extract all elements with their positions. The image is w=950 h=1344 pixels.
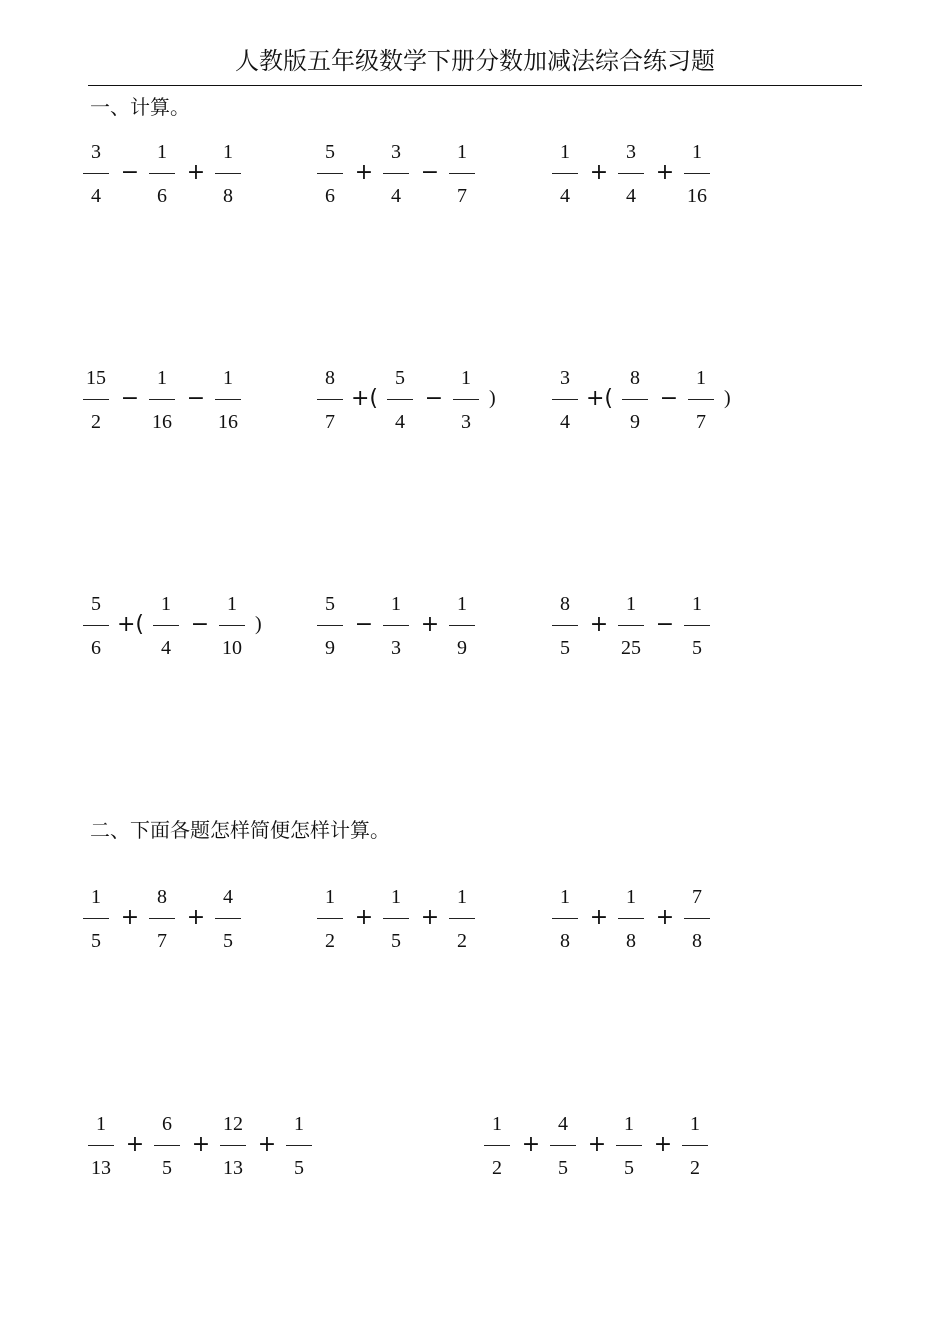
numerator: 12	[223, 1113, 243, 1135]
fraction-bar	[383, 173, 409, 174]
numerator: 1	[96, 1113, 106, 1135]
numerator: 1	[461, 367, 471, 389]
plus-sign: +	[354, 160, 374, 185]
fraction	[152, 1113, 182, 1183]
section-1-heading: 一、计算。	[90, 95, 190, 119]
fraction	[81, 593, 111, 663]
denominator: 3	[391, 637, 401, 659]
denominator: 2	[690, 1157, 700, 1179]
minus-sign: −	[186, 386, 206, 411]
fraction	[315, 141, 345, 211]
denominator: 9	[630, 411, 640, 433]
fraction-bar	[215, 918, 241, 919]
fraction-bar	[317, 399, 343, 400]
denominator: 7	[157, 930, 167, 952]
fraction-bar	[484, 1145, 510, 1146]
fraction	[151, 593, 181, 663]
plus-sign: +	[120, 905, 140, 930]
denominator: 5	[391, 930, 401, 952]
numerator: 5	[395, 367, 405, 389]
plus-open-paren: +(	[351, 386, 379, 411]
fraction	[550, 593, 580, 663]
fraction	[381, 886, 411, 956]
denominator: 6	[91, 637, 101, 659]
minus-sign: −	[655, 612, 675, 637]
minus-sign: −	[354, 612, 374, 637]
denominator: 9	[457, 637, 467, 659]
fraction-bar	[149, 918, 175, 919]
close-paren: )	[724, 387, 731, 409]
denominator: 5	[558, 1157, 568, 1179]
numerator: 1	[624, 1113, 634, 1135]
numerator: 1	[223, 141, 233, 163]
fraction	[451, 367, 481, 437]
numerator: 1	[161, 593, 171, 615]
minus-sign: −	[190, 612, 210, 637]
numerator: 3	[391, 141, 401, 163]
plus-sign: +	[186, 905, 206, 930]
denominator: 5	[692, 637, 702, 659]
section-2-heading: 二、下面各题怎样简便怎样计算。	[90, 818, 390, 842]
fraction-bar	[552, 625, 578, 626]
plus-open-paren: +(	[117, 612, 145, 637]
numerator: 1	[492, 1113, 502, 1135]
denominator: 10	[222, 637, 242, 659]
denominator: 7	[696, 411, 706, 433]
plus-sign: +	[589, 612, 609, 637]
fraction-bar	[622, 399, 648, 400]
fraction	[213, 141, 243, 211]
numerator: 1	[692, 141, 702, 163]
numerator: 1	[227, 593, 237, 615]
numerator: 5	[325, 141, 335, 163]
page-title: 人教版五年级数学下册分数加减法综合练习题	[235, 47, 715, 75]
fraction-bar	[83, 918, 109, 919]
plus-sign: +	[521, 1132, 541, 1157]
denominator: 4	[91, 185, 101, 207]
numerator: 1	[294, 1113, 304, 1135]
fraction	[548, 1113, 578, 1183]
fraction-bar	[83, 173, 109, 174]
numerator: 1	[223, 367, 233, 389]
plus-sign: +	[420, 905, 440, 930]
denominator: 7	[457, 185, 467, 207]
denominator: 25	[621, 637, 641, 659]
fraction	[86, 1113, 116, 1183]
fraction	[682, 141, 712, 211]
fraction-bar	[383, 918, 409, 919]
numerator: 1	[560, 141, 570, 163]
fraction-bar	[684, 173, 710, 174]
plus-sign: +	[655, 160, 675, 185]
fraction	[315, 593, 345, 663]
fraction	[81, 141, 111, 211]
denominator: 8	[223, 185, 233, 207]
numerator: 1	[560, 886, 570, 908]
fraction	[620, 367, 650, 437]
minus-sign: −	[120, 386, 140, 411]
plus-sign: +	[587, 1132, 607, 1157]
numerator: 4	[223, 886, 233, 908]
fraction-bar	[220, 1145, 246, 1146]
denominator: 2	[492, 1157, 502, 1179]
denominator: 8	[692, 930, 702, 952]
numerator: 1	[157, 367, 167, 389]
fraction	[686, 367, 716, 437]
fraction	[147, 141, 177, 211]
denominator: 4	[560, 411, 570, 433]
denominator: 5	[560, 637, 570, 659]
fraction-bar	[550, 1145, 576, 1146]
fraction-bar	[317, 625, 343, 626]
fraction-bar	[449, 625, 475, 626]
denominator: 16	[218, 411, 238, 433]
fraction	[550, 367, 580, 437]
fraction-bar	[449, 918, 475, 919]
numerator: 1	[692, 593, 702, 615]
denominator: 6	[157, 185, 167, 207]
denominator: 5	[162, 1157, 172, 1179]
denominator: 2	[91, 411, 101, 433]
fraction	[315, 367, 345, 437]
fraction	[616, 886, 646, 956]
close-paren: )	[255, 613, 262, 635]
plus-sign: +	[589, 905, 609, 930]
fraction	[284, 1113, 314, 1183]
numerator: 1	[325, 886, 335, 908]
numerator: 8	[157, 886, 167, 908]
fraction-bar	[618, 918, 644, 919]
minus-sign: −	[420, 160, 440, 185]
minus-sign: −	[424, 386, 444, 411]
fraction	[213, 886, 243, 956]
denominator: 13	[223, 1157, 243, 1179]
fraction-bar	[153, 625, 179, 626]
fraction	[550, 886, 580, 956]
fraction	[217, 593, 247, 663]
plus-sign: +	[354, 905, 374, 930]
denominator: 3	[461, 411, 471, 433]
fraction	[447, 141, 477, 211]
plus-sign: +	[420, 612, 440, 637]
denominator: 7	[325, 411, 335, 433]
minus-sign: −	[120, 160, 140, 185]
fraction-bar	[154, 1145, 180, 1146]
denominator: 13	[91, 1157, 111, 1179]
numerator: 8	[325, 367, 335, 389]
denominator: 2	[457, 930, 467, 952]
fraction	[482, 1113, 512, 1183]
fraction-bar	[618, 173, 644, 174]
numerator: 3	[91, 141, 101, 163]
fraction-bar	[317, 173, 343, 174]
fraction-bar	[688, 399, 714, 400]
denominator: 5	[223, 930, 233, 952]
fraction	[81, 886, 111, 956]
numerator: 1	[626, 886, 636, 908]
plus-sign: +	[186, 160, 206, 185]
denominator: 5	[91, 930, 101, 952]
numerator: 3	[560, 367, 570, 389]
numerator: 1	[696, 367, 706, 389]
fraction-bar	[616, 1145, 642, 1146]
denominator: 4	[560, 185, 570, 207]
title-underline	[88, 85, 862, 86]
numerator: 8	[630, 367, 640, 389]
fraction	[682, 886, 712, 956]
minus-sign: −	[659, 386, 679, 411]
fraction	[218, 1113, 248, 1183]
close-paren: )	[489, 387, 496, 409]
numerator: 1	[690, 1113, 700, 1135]
fraction-bar	[552, 918, 578, 919]
fraction-bar	[552, 399, 578, 400]
denominator: 5	[294, 1157, 304, 1179]
numerator: 3	[626, 141, 636, 163]
plus-sign: +	[191, 1132, 211, 1157]
numerator: 4	[558, 1113, 568, 1135]
denominator: 4	[395, 411, 405, 433]
numerator: 1	[391, 886, 401, 908]
numerator: 1	[157, 141, 167, 163]
fraction	[315, 886, 345, 956]
denominator: 6	[325, 185, 335, 207]
fraction-bar	[149, 173, 175, 174]
denominator: 4	[161, 637, 171, 659]
fraction-bar	[449, 173, 475, 174]
fraction	[447, 886, 477, 956]
fraction	[385, 367, 415, 437]
denominator: 8	[626, 930, 636, 952]
fraction	[616, 593, 646, 663]
fraction	[616, 141, 646, 211]
fraction	[213, 367, 243, 437]
fraction-bar	[682, 1145, 708, 1146]
fraction	[147, 886, 177, 956]
fraction-bar	[215, 173, 241, 174]
denominator: 16	[687, 185, 707, 207]
fraction-bar	[219, 625, 245, 626]
fraction-bar	[317, 918, 343, 919]
numerator: 1	[457, 593, 467, 615]
fraction-bar	[88, 1145, 114, 1146]
fraction	[381, 593, 411, 663]
fraction	[147, 367, 177, 437]
denominator: 2	[325, 930, 335, 952]
fraction-bar	[618, 625, 644, 626]
fraction	[680, 1113, 710, 1183]
numerator: 15	[86, 367, 106, 389]
numerator: 5	[91, 593, 101, 615]
fraction	[81, 367, 111, 437]
denominator: 4	[626, 185, 636, 207]
fraction-bar	[552, 173, 578, 174]
plus-sign: +	[125, 1132, 145, 1157]
fraction	[550, 141, 580, 211]
numerator: 6	[162, 1113, 172, 1135]
denominator: 4	[391, 185, 401, 207]
fraction-bar	[83, 399, 109, 400]
denominator: 5	[624, 1157, 634, 1179]
fraction-bar	[684, 918, 710, 919]
plus-sign: +	[257, 1132, 277, 1157]
numerator: 1	[457, 141, 467, 163]
numerator: 1	[391, 593, 401, 615]
fraction-bar	[453, 399, 479, 400]
plus-open-paren: +(	[586, 386, 614, 411]
plus-sign: +	[655, 905, 675, 930]
fraction-bar	[215, 399, 241, 400]
fraction-bar	[383, 625, 409, 626]
numerator: 5	[325, 593, 335, 615]
fraction	[682, 593, 712, 663]
numerator: 1	[91, 886, 101, 908]
numerator: 8	[560, 593, 570, 615]
fraction-bar	[286, 1145, 312, 1146]
fraction-bar	[387, 399, 413, 400]
fraction	[614, 1113, 644, 1183]
fraction-bar	[684, 625, 710, 626]
numerator: 1	[457, 886, 467, 908]
plus-sign: +	[589, 160, 609, 185]
plus-sign: +	[653, 1132, 673, 1157]
numerator: 1	[626, 593, 636, 615]
denominator: 16	[152, 411, 172, 433]
denominator: 8	[560, 930, 570, 952]
fraction-bar	[149, 399, 175, 400]
fraction-bar	[83, 625, 109, 626]
fraction	[447, 593, 477, 663]
numerator: 7	[692, 886, 702, 908]
denominator: 9	[325, 637, 335, 659]
fraction	[381, 141, 411, 211]
